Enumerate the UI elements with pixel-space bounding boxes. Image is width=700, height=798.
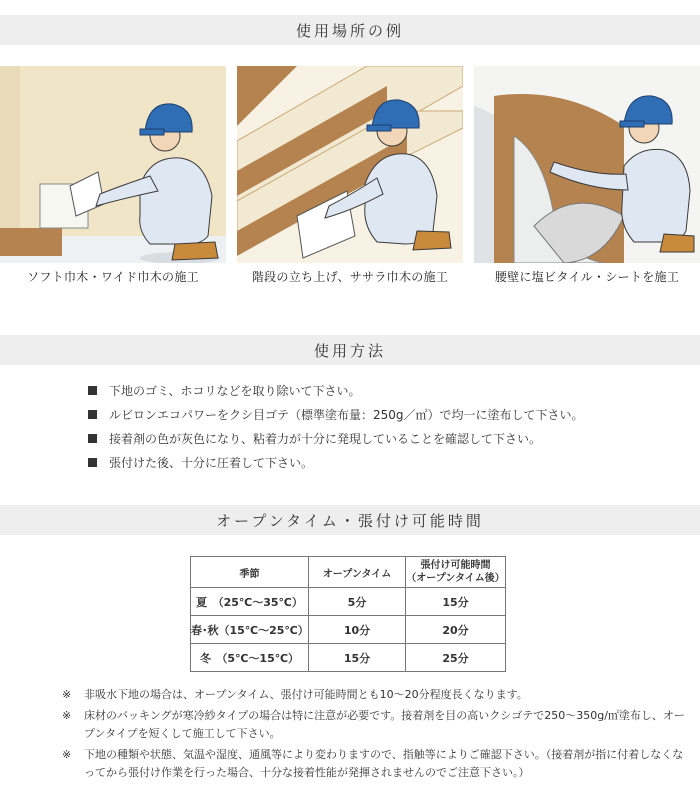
note-mark: ※: [62, 748, 72, 761]
open-time-cell: 10分: [309, 616, 406, 644]
season-cell: 春･秋（15℃～25℃）: [191, 616, 309, 644]
section-title-examples: 使用場所の例: [0, 15, 700, 45]
header-bondable-time-line2: （オープンタイム後）: [406, 573, 505, 584]
open-time-cell: 5分: [309, 588, 406, 616]
usage-step: [88, 450, 688, 474]
section-title-usage: 使用方法: [0, 335, 700, 365]
notes-list: [62, 686, 692, 785]
season-cell: 冬 （5℃～15℃）: [191, 644, 309, 672]
usage-step-text: ルビロンエコパワーをクシ目ゴテ（標準塗布量：250g／㎡）で均一に塗布して下さい。: [109, 407, 584, 422]
worker-applying-sheet-icon: [474, 66, 700, 263]
note-text: 床材のバッキングが寒冷紗タイプの場合は特に注意が必要です。接着剤を目の高いクシゴテで250～350g/㎡塗布し、オープンタイプを短くして施工して下さい。: [84, 709, 685, 740]
square-bullet-icon: [88, 458, 97, 467]
header-bondable-time: [406, 557, 506, 588]
bondable-time-cell: 15分: [406, 588, 506, 616]
bondable-time-cell: 25分: [406, 644, 506, 672]
worker-on-stairs-icon: [237, 66, 463, 263]
note-text: 非吸水下地の場合は、オープンタイム、張付け可能時間とも10～20分程度長くなります。: [84, 688, 528, 701]
table-row: [191, 644, 506, 672]
season-cell: 夏 （25℃～35℃）: [191, 588, 309, 616]
table-header-row: [191, 557, 506, 588]
example-caption-wall-sheet: 腰壁に塩ビタイル・シートを施工: [494, 270, 680, 284]
worker-applying-skirting-icon: [0, 66, 226, 263]
example-caption-stairs: 階段の立ち上げ、ササラ巾木の施工: [251, 270, 449, 284]
header-season: 季節: [191, 557, 309, 588]
usage-step: [88, 378, 688, 402]
table-row: [191, 588, 506, 616]
square-bullet-icon: [88, 410, 97, 419]
usage-step-text: 接着剤の色が灰色になり、粘着力が十分に発現していることを確認して下さい。: [109, 431, 542, 446]
usage-step: [88, 402, 688, 426]
header-open-time: オープンタイム: [309, 557, 406, 588]
open-time-table: [190, 556, 506, 672]
note-text: 下地の種類や状態、気温や湿度、通風等により変わりますので、指触等によりご確認下さい。（接着剤が指に付着しなくなってから張付け作業を行った場合、十分な接着性能が発揮されませんのでご注意下さい。）: [84, 748, 684, 779]
open-time-cell: 15分: [309, 644, 406, 672]
usage-step-text: 張付けた後、十分に圧着して下さい。: [109, 455, 314, 470]
usage-steps-list: [88, 378, 688, 474]
note-mark: ※: [62, 709, 72, 722]
note-item: [62, 707, 692, 743]
note-mark: ※: [62, 688, 72, 701]
table-row: [191, 616, 506, 644]
example-caption-skirting: ソフト巾木・ワイド巾木の施工: [27, 270, 199, 284]
square-bullet-icon: [88, 386, 97, 395]
usage-step-text: 下地のゴミ、ホコリなどを取り除いて下さい。: [109, 383, 361, 398]
square-bullet-icon: [88, 434, 97, 443]
usage-step: [88, 426, 688, 450]
note-item: [62, 686, 692, 704]
section-title-open-time: オープンタイム・張付け可能時間: [0, 505, 700, 535]
header-bondable-time-line1: 張付け可能時間: [420, 560, 491, 571]
bondable-time-cell: 20分: [406, 616, 506, 644]
note-item: [62, 746, 692, 782]
